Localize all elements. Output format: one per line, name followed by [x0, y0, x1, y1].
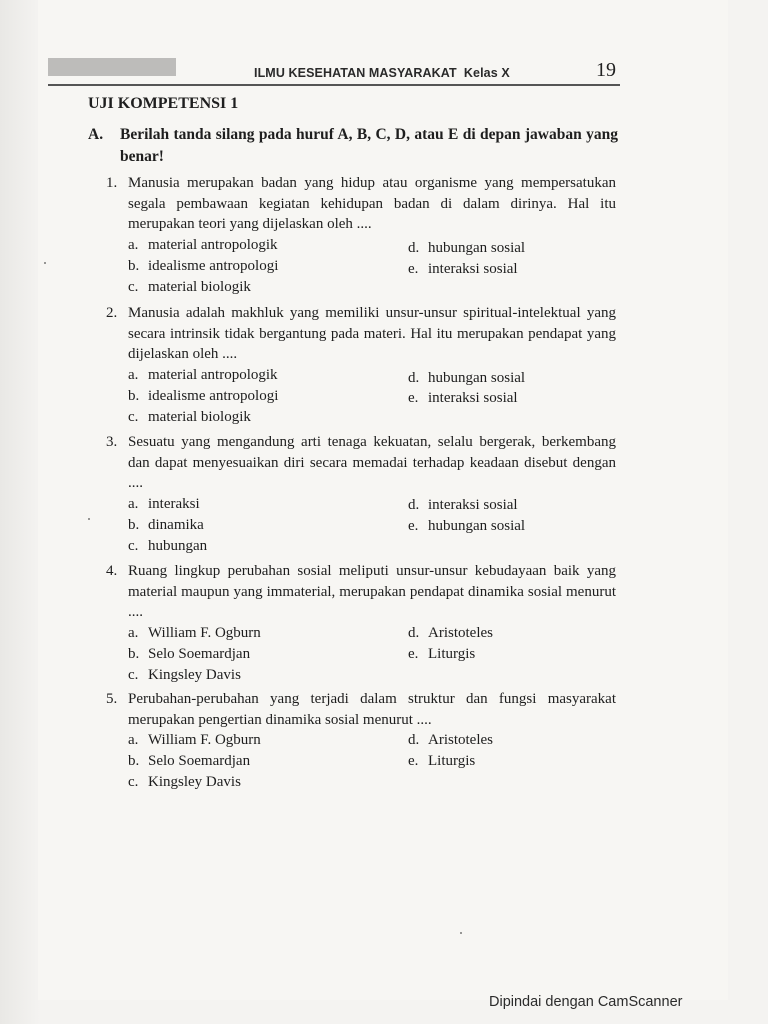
scan-speck [460, 932, 462, 934]
option-a[interactable]: a. interaksi [128, 495, 200, 512]
section-title: UJI KOMPETENSI 1 [88, 95, 239, 112]
question-text: Sesuatu yang mengandung arti tenaga kekuatan, selalu bergerak, berkembang dan dapat menyesuaikan diri secara memadai terhadap keadaan disebut dengan .... [128, 434, 616, 491]
option-c[interactable]: c. hubungan [128, 537, 208, 554]
option-e[interactable]: e. hubungan sosial [408, 517, 526, 534]
book-title: ILMU KESEHATAN MASYARAKAT [254, 66, 457, 80]
option-a[interactable]: a. William F. Ogburn [128, 732, 261, 748]
page-number: 19 [596, 59, 616, 81]
header-rule [48, 84, 620, 86]
option-d[interactable]: d. Aristoteles [408, 732, 493, 748]
running-header [254, 66, 510, 80]
question-text: Ruang lingkup perubahan sosial meliputi unsur-unsur kebudayaan baik yang material maupun yang immaterial, merupakan pendapat dinamika sosial menurut .... [128, 563, 616, 620]
option-c[interactable]: c. material biologik [128, 408, 251, 425]
option-d[interactable]: d. interaksi sosial [408, 496, 518, 513]
answer-options [128, 494, 616, 556]
question-number: 4. [106, 563, 118, 579]
option-b[interactable]: b. Selo Soemardjan [128, 645, 251, 662]
scan-left-edge [0, 0, 40, 1024]
option-c[interactable]: c. material biologik [128, 278, 251, 295]
option-e[interactable]: e. Liturgis [408, 753, 476, 769]
question-text: Perubahan-perubahan yang terjadi dalam struktur dan fungsi masyarakat merupakan pengertian dinamika sosial menurut .... [128, 691, 616, 728]
question-number: 2. [106, 305, 118, 321]
class-label: Kelas X [463, 66, 510, 80]
option-c[interactable]: c. Kingsley Davis [128, 666, 241, 683]
instruction [88, 124, 618, 168]
option-d[interactable]: d. Aristoteles [408, 624, 493, 641]
header-decoration-bar [48, 58, 176, 76]
answer-options [128, 235, 616, 297]
option-a[interactable]: a. material antropologik [128, 236, 278, 253]
option-a[interactable]: a. William F. Ogburn [128, 624, 261, 641]
option-d[interactable]: d. hubungan sosial [408, 239, 526, 256]
question-5 [106, 689, 616, 792]
question-4 [106, 561, 616, 685]
camscanner-watermark: Dipindai dengan CamScanner [489, 994, 683, 1010]
question-3 [106, 432, 616, 556]
option-b[interactable]: b. dinamika [128, 516, 204, 533]
option-c[interactable]: c. Kingsley Davis [128, 774, 241, 790]
question-2 [106, 303, 616, 427]
instruction-text: Berilah tanda silang pada huruf A, B, C, D, atau E di depan jawaban yang benar! [120, 126, 618, 165]
option-a[interactable]: a. material antropologik [128, 366, 278, 383]
instruction-letter: A. [88, 126, 104, 143]
question-1 [106, 173, 616, 297]
answer-options [128, 730, 616, 792]
question-number: 1. [106, 175, 118, 191]
scan-speck [88, 518, 90, 520]
question-number: 3. [106, 434, 118, 450]
option-b[interactable]: b. Selo Soemardjan [128, 753, 251, 769]
option-e[interactable]: e. interaksi sosial [408, 389, 518, 406]
answer-options [128, 365, 616, 427]
option-b[interactable]: b. idealisme antropologi [128, 257, 279, 274]
option-b[interactable]: b. idealisme antropologi [128, 387, 279, 404]
option-d[interactable]: d. hubungan sosial [408, 369, 526, 386]
answer-options [128, 623, 616, 685]
option-e[interactable]: e. Liturgis [408, 645, 476, 662]
option-e[interactable]: e. interaksi sosial [408, 260, 518, 277]
question-number: 5. [106, 691, 118, 707]
question-text: Manusia adalah makhluk yang memiliki unsur-unsur spiritual-intelektual yang secara intrinsik tidak bergantung pada materi. Hal itu merupakan pendapat yang dijelaskan oleh .... [128, 305, 616, 362]
question-text: Manusia merupakan badan yang hidup atau organisme yang mempersatukan segala pembawaan kegiatan kehidupan badan di dalam dirinya. Hal itu merupakan teori yang dijelaskan oleh .... [128, 175, 616, 232]
scan-speck [44, 262, 46, 264]
